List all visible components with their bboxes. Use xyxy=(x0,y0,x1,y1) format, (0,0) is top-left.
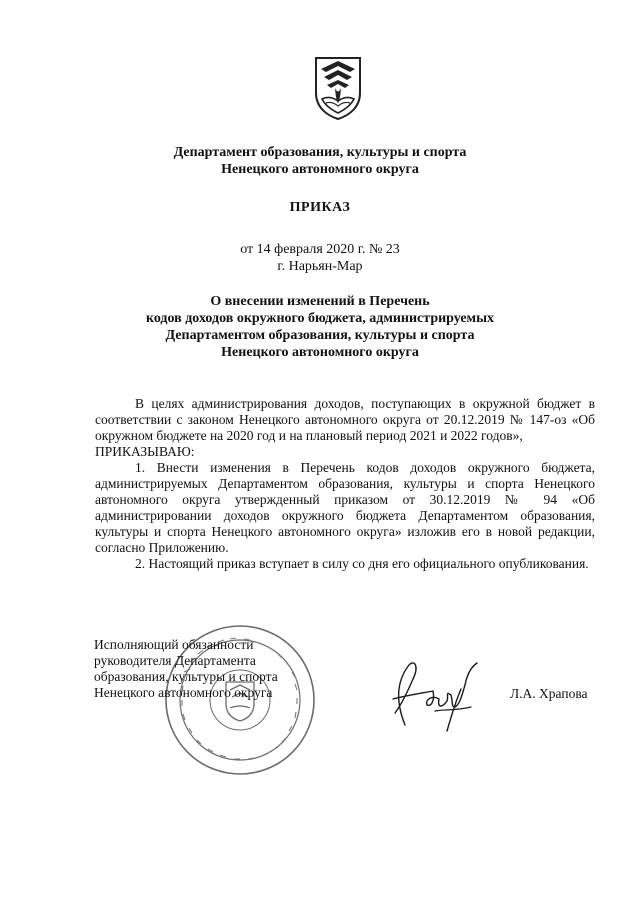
signatory-position xyxy=(94,637,278,701)
subject-line3: Департаментом образования, культуры и спорта xyxy=(165,328,475,343)
preamble-paragraph: В целях администрирования доходов, поступающих в окружной бюджет в соответствии с законом Ненецкого автономного округа от 20.12.2019 № 147-оз «Об окружном бюджете на 2020 год и на плановый период 2021 и 2022 годов», xyxy=(95,396,595,443)
subject-line2: кодов доходов окружного бюджета, администрируемых xyxy=(145,311,495,326)
coat-of-arms-icon xyxy=(312,55,364,121)
order-date: от 14 февраля 2020 г. № 23 xyxy=(240,242,400,257)
position-line1: Исполняющий обязанности xyxy=(94,637,254,652)
department-header xyxy=(0,144,640,178)
subject-line4: Ненецкого автономного округа xyxy=(221,345,419,360)
position-line2: руководителя Департамента xyxy=(94,653,256,668)
order-body xyxy=(95,396,595,572)
department-name-line2: Ненецкого автономного округа xyxy=(221,162,419,177)
decree-word: ПРИКАЗЫВАЮ: xyxy=(95,444,195,459)
handwritten-signature xyxy=(375,655,485,735)
order-title: ПРИКАЗ xyxy=(289,200,351,215)
order-city: г. Нарьян-Мар xyxy=(277,259,363,274)
order-date-block xyxy=(0,241,640,275)
subject-line1: О внесении изменений в Перечень xyxy=(210,294,430,309)
signatory-name: Л.А. Храпова xyxy=(510,686,588,701)
position-line3: образования, культуры и спорта xyxy=(94,669,278,684)
order-item-2: 2. Настоящий приказ вступает в силу со дня его официального опубликования. xyxy=(135,556,589,571)
order-item-1: 1. Внести изменения в Перечень кодов доходов окружного бюджета, администрируемых Департаментом образования, культуры и спорта Ненецкого автономного округа утвержденный приказом от 30.12.2019 № 94 «Об администрировании доходов окружного бюджета Департаментом образования, культуры и спорта Ненецкого автономного округа» изложив его в новой редакции, согласно Приложению. xyxy=(95,460,595,555)
order-subject xyxy=(0,293,640,361)
department-name-line1: Департамент образования, культуры и спорта xyxy=(173,145,467,160)
position-line4: Ненецкого автономного округа xyxy=(94,685,273,700)
